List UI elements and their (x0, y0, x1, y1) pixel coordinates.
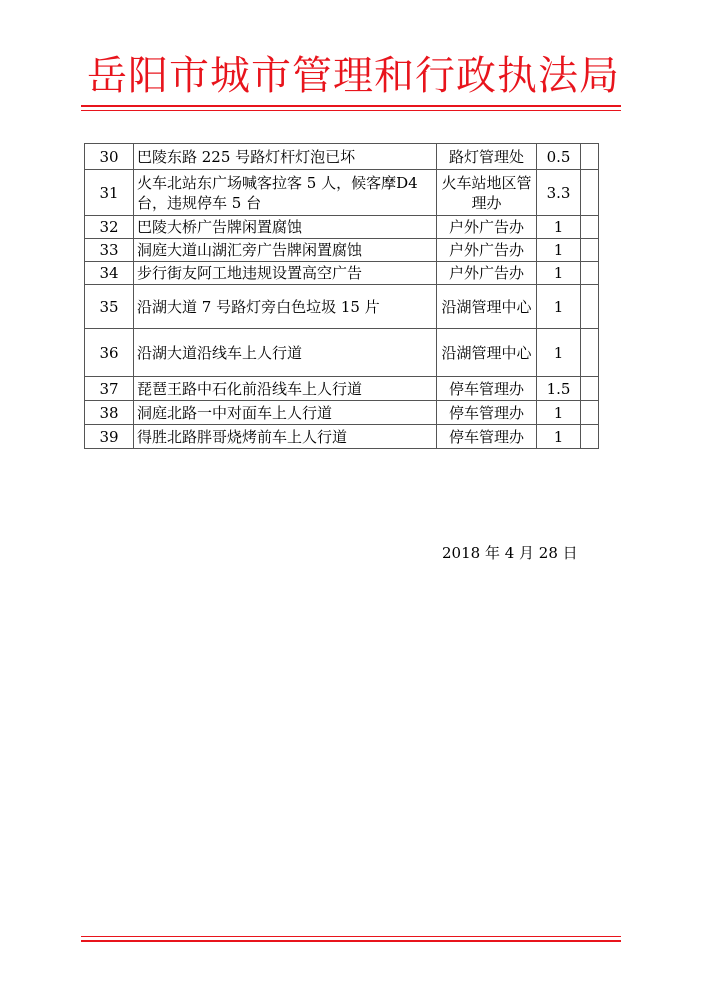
cell-desc: 琵琶王路中石化前沿线车上人行道 (134, 377, 437, 401)
cell-note (581, 425, 599, 449)
table-row (85, 216, 599, 239)
cell-note (581, 144, 599, 170)
footer-rule-thick (81, 940, 621, 942)
table-row (85, 425, 599, 449)
cell-score: 1.5 (537, 377, 581, 401)
cell-desc: 巴陵东路 225 号路灯杆灯泡已坏 (134, 144, 437, 170)
cell-score: 1 (537, 401, 581, 425)
cell-note (581, 262, 599, 285)
cell-no: 32 (85, 216, 134, 239)
cell-no: 38 (85, 401, 134, 425)
cell-note (581, 377, 599, 401)
cell-unit: 火车站地区管理办 (437, 170, 537, 216)
cell-unit: 户外广告办 (437, 239, 537, 262)
cell-desc: 沿湖大道沿线车上人行道 (134, 329, 437, 377)
cell-note (581, 170, 599, 216)
header-rule-thin (81, 110, 621, 111)
table-row (85, 329, 599, 377)
cell-note (581, 401, 599, 425)
cell-unit: 停车管理办 (437, 425, 537, 449)
cell-score: 1 (537, 285, 581, 329)
cell-no: 34 (85, 262, 134, 285)
cell-desc: 得胜北路胖哥烧烤前车上人行道 (134, 425, 437, 449)
cell-score: 1 (537, 425, 581, 449)
agency-title: 岳阳市城市管理和行政执法局 (87, 53, 620, 99)
table-row (85, 239, 599, 262)
table-row (85, 377, 599, 401)
cell-note (581, 329, 599, 377)
cell-score: 1 (537, 239, 581, 262)
cell-note (581, 239, 599, 262)
table-row (85, 170, 599, 216)
cell-score: 1 (537, 329, 581, 377)
cell-no: 36 (85, 329, 134, 377)
cell-desc: 洞庭大道山湖汇旁广告牌闲置腐蚀 (134, 239, 437, 262)
table-row (85, 144, 599, 170)
cell-desc: 洞庭北路一中对面车上人行道 (134, 401, 437, 425)
cell-unit: 沿湖管理中心 (437, 285, 537, 329)
cell-unit: 路灯管理处 (437, 144, 537, 170)
cell-score: 3.3 (537, 170, 581, 216)
header-rule-thick (81, 105, 621, 107)
inspection-table (84, 143, 599, 449)
cell-no: 37 (85, 377, 134, 401)
cell-unit: 户外广告办 (437, 216, 537, 239)
cell-score: 1 (537, 216, 581, 239)
cell-desc: 步行街友阿工地违规设置高空广告 (134, 262, 437, 285)
table-row (85, 262, 599, 285)
cell-score: 1 (537, 262, 581, 285)
cell-score: 0.5 (537, 144, 581, 170)
footer-rule-thin (81, 936, 621, 937)
cell-no: 35 (85, 285, 134, 329)
cell-unit: 停车管理办 (437, 401, 537, 425)
table-row (85, 285, 599, 329)
cell-unit: 停车管理办 (437, 377, 537, 401)
cell-no: 31 (85, 170, 134, 216)
cell-desc: 巴陵大桥广告牌闲置腐蚀 (134, 216, 437, 239)
cell-unit: 沿湖管理中心 (437, 329, 537, 377)
cell-desc: 火车北站东广场喊客拉客 5 人，候客摩D4 台，违规停车 5 台 (134, 170, 437, 216)
cell-no: 33 (85, 239, 134, 262)
table-row (85, 401, 599, 425)
cell-note (581, 285, 599, 329)
cell-note (581, 216, 599, 239)
cell-desc: 沿湖大道 7 号路灯旁白色垃圾 15 片 (134, 285, 437, 329)
cell-no: 39 (85, 425, 134, 449)
cell-no: 30 (85, 144, 134, 170)
document-date: 2018 年 4 月 28 日 (442, 544, 578, 562)
cell-unit: 户外广告办 (437, 262, 537, 285)
